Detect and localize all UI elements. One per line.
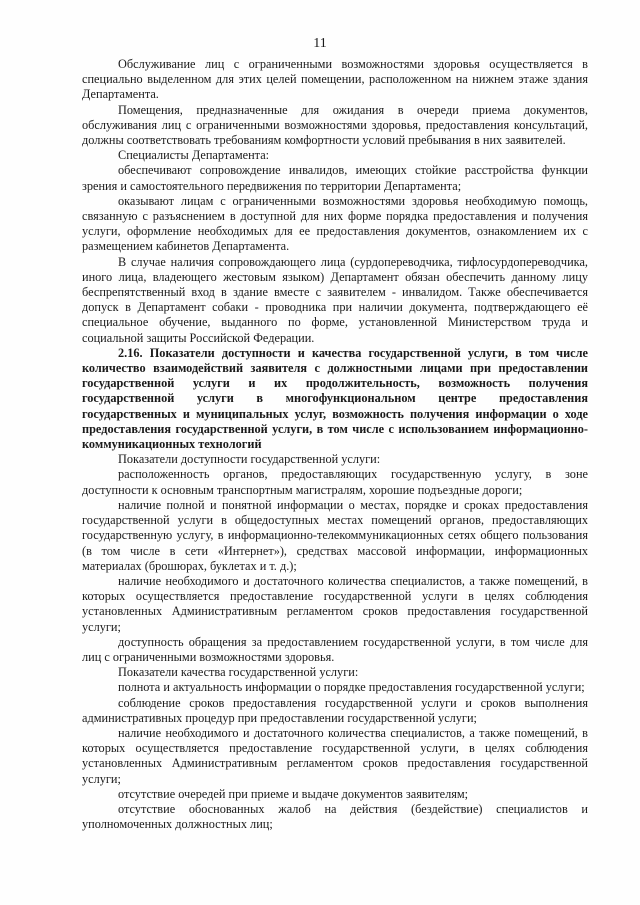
paragraph: полнота и актуальность информации о порядке предоставления государственной услуги;	[118, 680, 585, 695]
paragraph: наличие необходимого и достаточного количества специалистов, а также помещений, в которых осуществляется предоставление государственной услуги, в целях соблюдения установленных Административным регламентом сроков предоставления государственной услуги;	[82, 725, 588, 786]
page-number: 11	[313, 36, 327, 51]
paragraph: наличие необходимого и достаточного количества специалистов, а также помещений, в которых осуществляется предоставление государственной услуги в целях соблюдения установленных Административным регламентом сроков предоставления государственной услуги;	[82, 573, 588, 634]
paragraph: Обслуживание лиц с ограниченными возможностями здоровья осуществляется в специально выделенном для этих целей помещении, расположенном на нижнем этаже здания Департамента.	[82, 57, 588, 102]
paragraph: отсутствие обоснованных жалоб на действия (бездействие) специалистов и уполномоченных должностных лиц;	[82, 801, 588, 832]
paragraph: соблюдение сроков предоставления государственной услуги и сроков выполнения административных процедур при предоставлении государственной услуги;	[82, 695, 588, 725]
paragraph: Показатели доступности государственной услуги:	[118, 452, 381, 467]
paragraph: оказывают лицам с ограниченными возможностями здоровья необходимую помощь, связанную с разъяснением в доступной для них форме порядка предоставления и получения услуги, оформление необходимых для ее предоставления документов, ознакомлением их с размещением кабинетов Департамента.	[82, 193, 588, 254]
paragraph: расположенность органов, предоставляющих государственную услугу, в зоне доступности к основным транспортным магистралям, хорошие подъездные дороги;	[82, 467, 588, 497]
paragraph: наличие полной и понятной информации о местах, порядке и сроках предоставления государственной услуги в общедоступных местах помещений органов, предоставляющих государственную услугу, в информационно-телекоммуникационных сетях общего пользования (в том числе в сети «Интернет»), средствах массовой информации, информационных материалах (брошюрах, буклетах и т. д.);	[82, 497, 588, 573]
paragraph: доступность обращения за предоставлением государственной услуги, в том числе для лиц с ограниченными возможностями здоровья.	[82, 634, 588, 664]
paragraph: обеспечивают сопровождение инвалидов, имеющих стойкие расстройства функции зрения и самостоятельного передвижения по территории Департамента;	[82, 163, 588, 193]
paragraph: Показатели качества государственной услуги:	[118, 665, 359, 680]
document-body	[82, 57, 588, 832]
paragraph: В случае наличия сопровождающего лица (сурдопереводчика, тифлосурдопереводчика, иного лица, владеющего жестовым языком) Департамент обязан обеспечить данному лицу беспрепятственный вход в здание вместе с заявителем - инвалидом. Также обеспечивается допуск в Департамент собаки - проводника при наличии документа, подтверждающего её специальное обучение, выданного по форме, установленной Министерством труда и социальной защиты Российской Федерации.	[82, 254, 588, 345]
section-heading: 2.16. Показатели доступности и качества государственной услуги, в том числе количество взаимодействий заявителя с должностными лицами при предоставлении государственной услуги и их продолжительность, возможность получения государственной услуги в многофункциональном центре предоставления государственных и муниципальных услуг, возможность получения информации о ходе предоставления государственной услуги, в том числе с использованием информационно-коммуникационных технологий	[82, 345, 588, 452]
paragraph: Специалисты Департамента:	[118, 148, 270, 163]
paragraph: Помещения, предназначенные для ожидания в очереди приема документов, обслуживания лиц с ограниченными возможностями здоровья, предоставления консультаций, должны соответствовать требованиям комфортности условий пребывания в них заявителей.	[82, 102, 588, 148]
paragraph: отсутствие очередей при приеме и выдаче документов заявителям;	[118, 786, 469, 801]
